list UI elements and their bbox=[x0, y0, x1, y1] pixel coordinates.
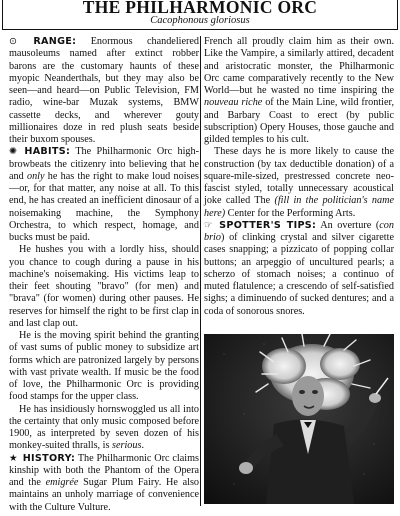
page-title: THE PHILHARMONIC ORC bbox=[82, 0, 318, 17]
body-paragraph bbox=[204, 146, 394, 220]
habits-text: The Philharmonic Orc high-browbeats the citizenry into believing that he and bbox=[9, 146, 199, 182]
habits-paragraph bbox=[9, 146, 199, 244]
body-text: French all proudly claim him as their own. Like the Vampire, a similarly attired, decadent and aristocratic monster, the Philharmonic Orc came comparatively recently to the New World—but he wasted no time inspiring the bbox=[204, 36, 394, 96]
habits-emphasis: only bbox=[26, 170, 45, 182]
body-paragraph: He is the moving spirit behind the granting of vast sums of public money to subsidize art forms which are patronized largely by persons with vast private wealth. If music be the food of love, the Philharmonic Orc is providing food stamps for the upper class. bbox=[9, 330, 199, 403]
nouveau-riche-emphasis: nouveau riche bbox=[204, 97, 263, 109]
body-paragraph bbox=[9, 404, 199, 453]
pointing-hand-icon: ☞ bbox=[204, 219, 213, 231]
spotters-tips-paragraph bbox=[204, 220, 394, 318]
habits-heading: HABITS: bbox=[24, 146, 71, 158]
history-text: The Philharmonic Orc claims kinship with both the Phantom of the Opera and the bbox=[9, 452, 199, 488]
body-text: These days he is more likely to cause the construction (by tax deductible donation) of a square-mile-sized, prestressed concrete neo-fascist styled, totally unnecessary acoustical joke called The bbox=[204, 146, 394, 207]
orc-photograph bbox=[204, 334, 394, 504]
right-column bbox=[204, 36, 394, 318]
habits-text-cont: he has the right to make loud noises—or, for that matter, any noise at all. To this end, he has created an inefficient dinosaur of a noisemaking machine, the Symphony Orchestra, to which respect, homage, and bucks must be paid. bbox=[9, 170, 199, 243]
orc-figure-illustration bbox=[204, 334, 394, 504]
range-paragraph bbox=[9, 36, 199, 146]
con-brio-emphasis: con brio bbox=[204, 219, 394, 243]
spotters-tips-heading: SPOTTER'S TIPS: bbox=[219, 219, 317, 231]
politician-emphasis: (fill in the politician's name here) bbox=[204, 195, 395, 219]
habits-sunburst-icon: ✺ bbox=[9, 146, 17, 158]
body-text: . bbox=[141, 440, 144, 452]
history-emphasis: emigrée bbox=[45, 477, 79, 488]
tips-text: An overture ( bbox=[320, 219, 380, 231]
body-paragraph bbox=[204, 36, 394, 146]
history-heading: HISTORY: bbox=[22, 452, 76, 464]
title-banner bbox=[2, 0, 398, 30]
body-text: Center for the Performing Arts. bbox=[225, 207, 356, 219]
range-heading: RANGE: bbox=[33, 36, 77, 47]
history-paragraph bbox=[9, 453, 199, 514]
history-star-icon: ★ bbox=[9, 452, 18, 464]
page-subtitle: Cacophonous gloriosus bbox=[150, 15, 250, 26]
left-column bbox=[9, 36, 199, 514]
history-text-cont: Sugar Plum Fairy. He also maintains an unholy marriage of convenience with the Culture Vulture. bbox=[9, 477, 199, 513]
range-circle-icon: ⊙ bbox=[9, 36, 17, 47]
body-text: of the Main Line, wild frontier, and Barbary Coast to erect (by public subscription) Opery Houses, those gauche and gilded temples to his cult. bbox=[204, 97, 395, 145]
column-divider bbox=[200, 36, 201, 506]
range-text: Enormous chandeliered mausoleums named after extinct robber barons are the customary haunts of these myopic Neanderthals, but they may also be seen—and heard—on Public Television, FM radio, wine-bar Muzak systems, BMW cassette decks, and wherever gouty millionaires doze in red plush seats beside their buxom spouses. bbox=[9, 36, 200, 145]
body-paragraph: He hushes you with a lordly hiss, should you chance to cough during a pause in his machine's noisemaking. His victims leap to their feet shouting "bravo" (for men) and "brava" (for women) during other pauses. He reserves for himself the right to be first clap in and last clap out. bbox=[9, 244, 199, 329]
body-text: He has insidiously hornswoggled us all into the certainty that only music composed before 1900, as interpreted by seven dozen of his monkey-suited thralls, is bbox=[9, 403, 199, 452]
tips-text-cont: ) of clinking crystal and silver cigarette cases snapping; a pizzicato of popping collar buttons; an arpeggio of uncultured pearls; a scherzo of stomach noises; a continuo of muted flatulence; a crescendo of self-satisfied sighs; a diminuendo of sucked dentures; and a coda of sonorous snores. bbox=[204, 232, 394, 317]
serious-emphasis: serious bbox=[112, 440, 142, 452]
